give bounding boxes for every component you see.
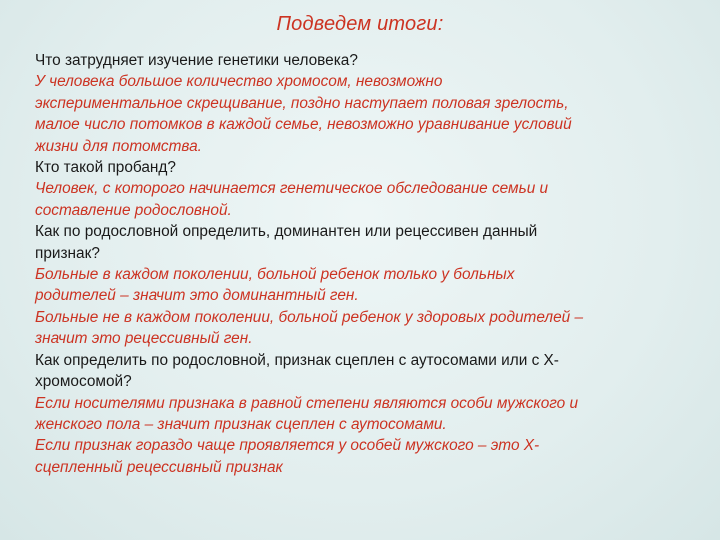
- question-line: Как по родословной определить, доминантен или рецессивен данный: [35, 223, 538, 241]
- answer-line: женского пола – значит признак сцеплен с аутосомами.: [35, 415, 447, 433]
- question-line: признак?: [35, 244, 100, 262]
- answer-line: экспериментальное скрещивание, поздно наступает половая зрелость,: [35, 94, 569, 112]
- question-line: Как определить по родословной, признак сцеплен с аутосомами или с Х-: [35, 351, 559, 369]
- answer-line: Если носителями признака в равной степени являются особи мужского и: [35, 394, 579, 412]
- answer-line: Если признак гораздо чаще проявляется у особей мужского – это Х-: [35, 437, 540, 455]
- answer-line: Больные не в каждом поколении, больной ребенок у здоровых родителей –: [35, 308, 584, 326]
- slide-title: Подведем итоги:: [276, 13, 444, 35]
- answer-line: жизни для потомства.: [35, 137, 202, 155]
- question-line: Кто такой пробанд?: [35, 159, 176, 177]
- question-line: Что затрудняет изучение генетики человека?: [35, 52, 358, 69]
- answer-line: сцепленный рецессивный признак: [35, 458, 283, 476]
- answer-line: малое число потомков в каждой семье, невозможно уравнивание условий: [35, 116, 572, 134]
- question-line: хромосомой?: [35, 373, 132, 391]
- answer-line: родителей – значит это доминантный ген.: [35, 287, 359, 305]
- answer-line: составление родословной.: [35, 201, 232, 219]
- answer-line: Человек, с которого начинается генетическое обследование семьи и: [35, 180, 549, 198]
- slide-content: [35, 50, 695, 478]
- answer-line: Больные в каждом поколении, больной ребенок только у больных: [35, 266, 515, 284]
- answer-line: У человека большое количество хромосом, невозможно: [35, 73, 443, 91]
- answer-line: значит это рецессивный ген.: [35, 330, 253, 348]
